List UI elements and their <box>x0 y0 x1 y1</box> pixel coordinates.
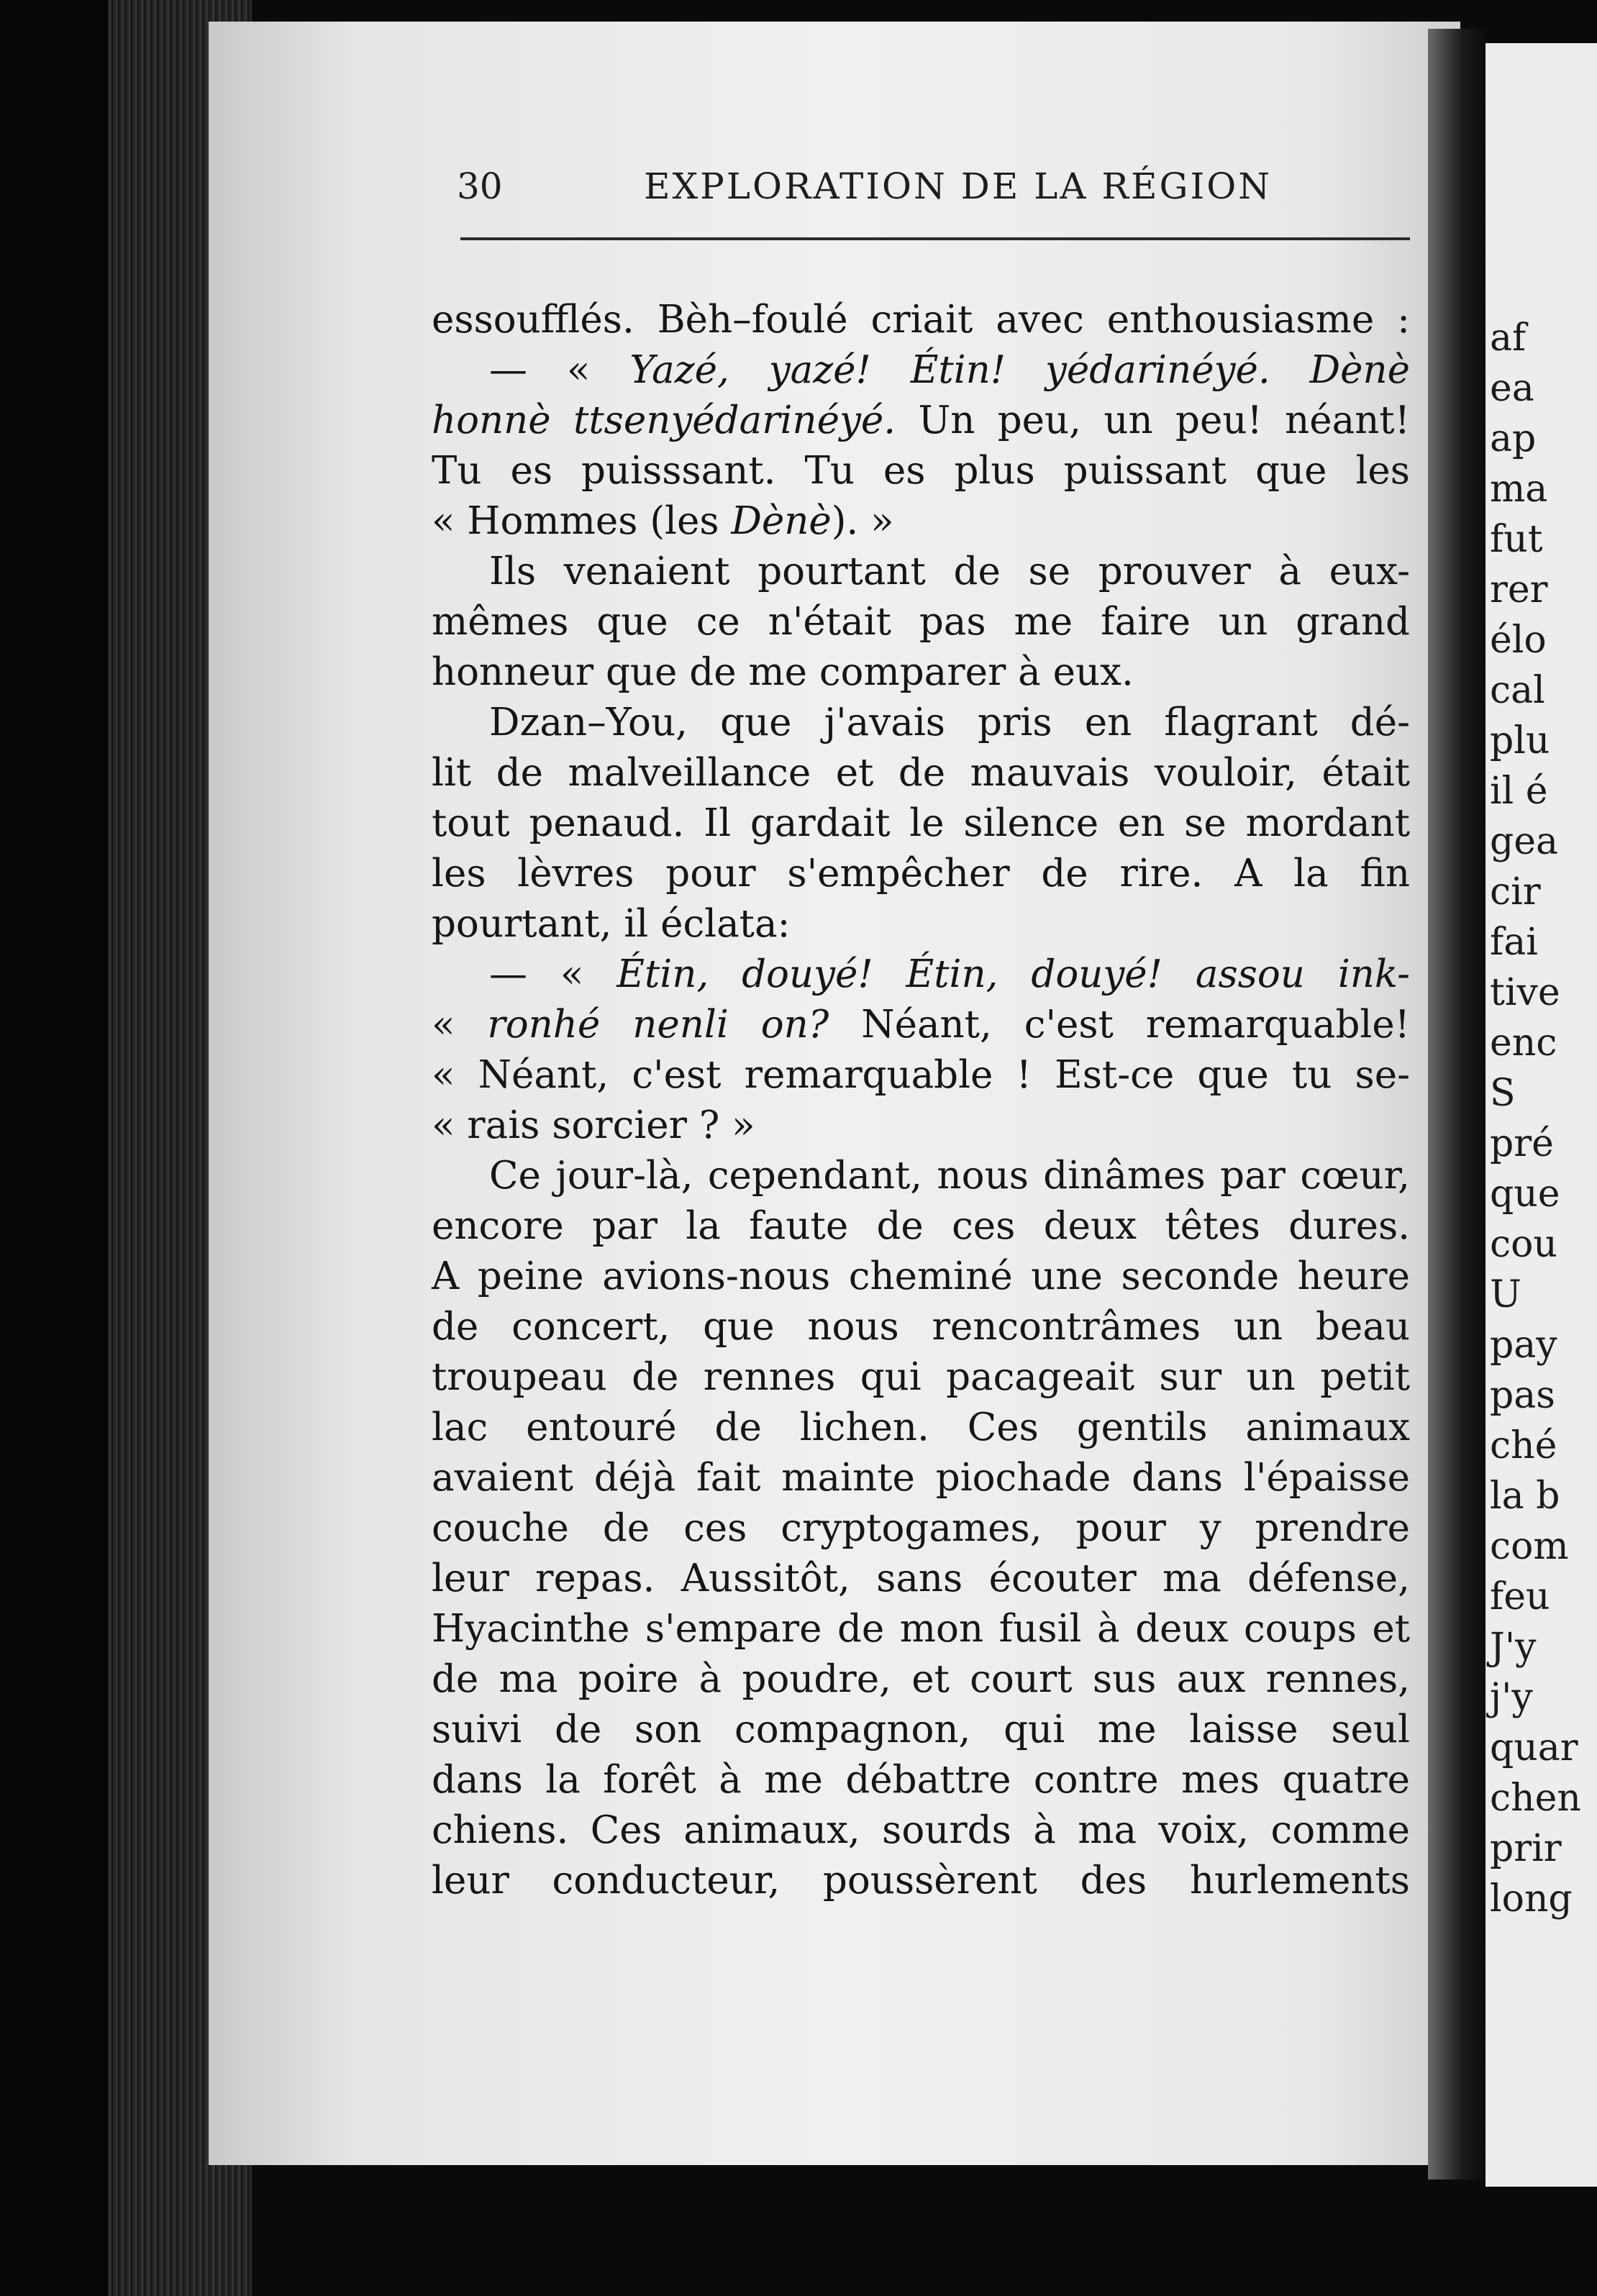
facing-page-fragment: j'y <box>1490 1676 1533 1719</box>
text-line <box>432 1755 1410 1805</box>
text-line <box>432 899 1410 949</box>
facing-page-fragment: ché <box>1490 1424 1557 1467</box>
facing-page-fragment: fut <box>1490 518 1543 561</box>
text-span: leur conducteur, poussèrent des hurlements <box>432 1859 1410 1903</box>
facing-page-fragment: tive <box>1490 971 1560 1014</box>
facing-page-fragment: cir <box>1490 870 1541 914</box>
facing-page-fragment: rer <box>1490 568 1548 611</box>
text-line <box>432 698 1410 748</box>
running-head: EXPLORATION DE LA RÉGION <box>644 165 1272 207</box>
text-line <box>432 849 1410 899</box>
facing-page-fragment: prir <box>1490 1827 1562 1870</box>
text-span: chiens. Ces animaux, sourds à ma voix, comme <box>432 1808 1410 1852</box>
facing-page-fragment: ap <box>1490 417 1537 460</box>
italic-span: Étin, douyé! Étin, douyé! assou ink- <box>616 952 1410 996</box>
text-line <box>432 496 1410 547</box>
facing-page-fragment: cal <box>1490 669 1545 712</box>
text-line <box>432 446 1410 496</box>
text-span: lac entouré de lichen. Ces gentils animaux <box>432 1406 1410 1449</box>
facing-page-fragment: enc <box>1490 1021 1557 1065</box>
facing-page-fragment: que <box>1490 1172 1560 1216</box>
facing-page-fragment: long <box>1490 1877 1573 1921</box>
facing-page-fragment: il é <box>1490 770 1548 813</box>
text-span: Ce jour-là, cependant, nous dinâmes par cœur, <box>489 1154 1410 1198</box>
text-line <box>432 1805 1410 1856</box>
text-span: honneur que de me comparer à eux. <box>432 650 1134 694</box>
facing-page-fragment: pay <box>1490 1324 1557 1367</box>
text-span: « rais sorcier ? » <box>432 1103 755 1147</box>
text-span: de ma poire à poudre, et court sus aux rennes, <box>432 1657 1410 1701</box>
text-line <box>432 949 1410 1000</box>
text-line <box>432 748 1410 798</box>
facing-page-fragment: pas <box>1490 1374 1555 1417</box>
text-line <box>432 1101 1410 1151</box>
body-text <box>432 295 1410 1906</box>
text-span: les lèvres pour s'empêcher de rire. A la fin <box>432 852 1410 896</box>
text-span: Dzan–You, que j'avais pris en flagrant dé- <box>489 701 1410 744</box>
text-span: « Néant, c'est remarquable ! Est-ce que tu se- <box>432 1053 1410 1097</box>
text-span: Un peu, un peu! néant! <box>896 398 1410 442</box>
text-span: pourtant, il éclata: <box>432 902 791 946</box>
facing-page-fragment: chen <box>1490 1777 1581 1820</box>
facing-page-fragment: fai <box>1490 921 1538 964</box>
text-line <box>432 1252 1410 1302</box>
text-line <box>432 1453 1410 1503</box>
facing-page-fragment: pré <box>1490 1122 1554 1165</box>
page-number: 30 <box>457 165 503 207</box>
facing-page-fragment: quar <box>1490 1726 1578 1769</box>
text-line <box>432 1705 1410 1755</box>
text-span: essoufflés. Bèh–foulé criait avec enthousiasme : <box>432 298 1410 342</box>
text-span: — « <box>489 348 630 392</box>
header-rule <box>460 237 1410 240</box>
text-span: Hyacinthe s'empare de mon fusil à deux coups et <box>432 1607 1410 1651</box>
text-span: « <box>432 1003 488 1047</box>
text-line <box>432 547 1410 597</box>
text-span: de concert, que nous rencontrâmes un beau <box>432 1305 1410 1349</box>
facing-page-fragment: feu <box>1490 1575 1550 1618</box>
facing-page-fragment: plu <box>1490 719 1550 762</box>
text-line <box>432 1050 1410 1101</box>
text-span: couche de ces cryptogames, pour y prendre <box>432 1506 1410 1550</box>
binding-gutter <box>1428 29 1485 2179</box>
text-line <box>432 798 1410 849</box>
text-line <box>432 396 1410 446</box>
text-line <box>432 597 1410 647</box>
text-line <box>432 345 1410 396</box>
facing-page-fragment: élo <box>1490 619 1547 662</box>
text-span: A peine avions-nous cheminé une seconde heure <box>432 1254 1410 1298</box>
text-span: « Hommes (les <box>432 499 732 543</box>
scan-border <box>0 0 108 2296</box>
text-line <box>432 1201 1410 1252</box>
text-line <box>432 1000 1410 1050</box>
text-span: Néant, c'est remarquable! <box>829 1003 1410 1047</box>
facing-page-fragment: ea <box>1490 367 1534 410</box>
facing-page-fragment: ma <box>1490 468 1548 511</box>
text-line <box>432 1403 1410 1453</box>
facing-page-fragment: gea <box>1490 820 1559 863</box>
facing-page <box>1485 43 1597 2187</box>
facing-page-fragment: J'y <box>1490 1626 1537 1669</box>
facing-page-fragment: la b <box>1490 1475 1560 1518</box>
facing-page-fragment: af <box>1490 316 1527 360</box>
text-line <box>432 1856 1410 1906</box>
text-line <box>432 1352 1410 1403</box>
text-span: suivi de son compagnon, qui me laisse seul <box>432 1708 1410 1751</box>
italic-span: ronhé nenli on? <box>487 1003 829 1047</box>
text-line <box>432 1554 1410 1604</box>
text-line <box>432 1604 1410 1654</box>
text-span: — « <box>489 952 617 996</box>
text-span: Ils venaient pourtant de se prouver à eux- <box>489 550 1410 593</box>
facing-page-fragment: U <box>1490 1273 1521 1316</box>
text-line <box>432 647 1410 698</box>
text-span: avaient déjà fait mainte piochade dans l'épaisse <box>432 1456 1410 1500</box>
text-span: mêmes que ce n'était pas me faire un grand <box>432 600 1410 644</box>
text-span: ). » <box>831 499 894 543</box>
text-span: troupeau de rennes qui pacageait sur un petit <box>432 1355 1410 1399</box>
text-span: dans la forêt à me débattre contre mes quatre <box>432 1758 1410 1802</box>
text-line <box>432 1151 1410 1201</box>
facing-page-fragment: com <box>1490 1525 1569 1568</box>
italic-span: honnè ttsenyédarinéyé. <box>432 398 896 442</box>
text-line <box>432 295 1410 345</box>
text-span: lit de malveillance et de mauvais vouloir, était <box>432 751 1410 795</box>
text-span: leur repas. Aussitôt, sans écouter ma défense, <box>432 1557 1410 1600</box>
text-span: Tu es puisssant. Tu es plus puissant que les <box>432 449 1410 493</box>
italic-span: Dènè <box>731 499 832 543</box>
facing-page-fragment: S <box>1490 1072 1516 1115</box>
italic-span: Yazé, yazé! Étin! yédarinéyé. Dènè <box>629 348 1411 392</box>
text-span: encore par la faute de ces deux têtes dures. <box>432 1204 1410 1248</box>
text-line <box>432 1302 1410 1352</box>
text-line <box>432 1654 1410 1705</box>
facing-page-fragment: cou <box>1490 1223 1557 1266</box>
text-span: tout penaud. Il gardait le silence en se mordant <box>432 801 1410 845</box>
text-line <box>432 1503 1410 1554</box>
